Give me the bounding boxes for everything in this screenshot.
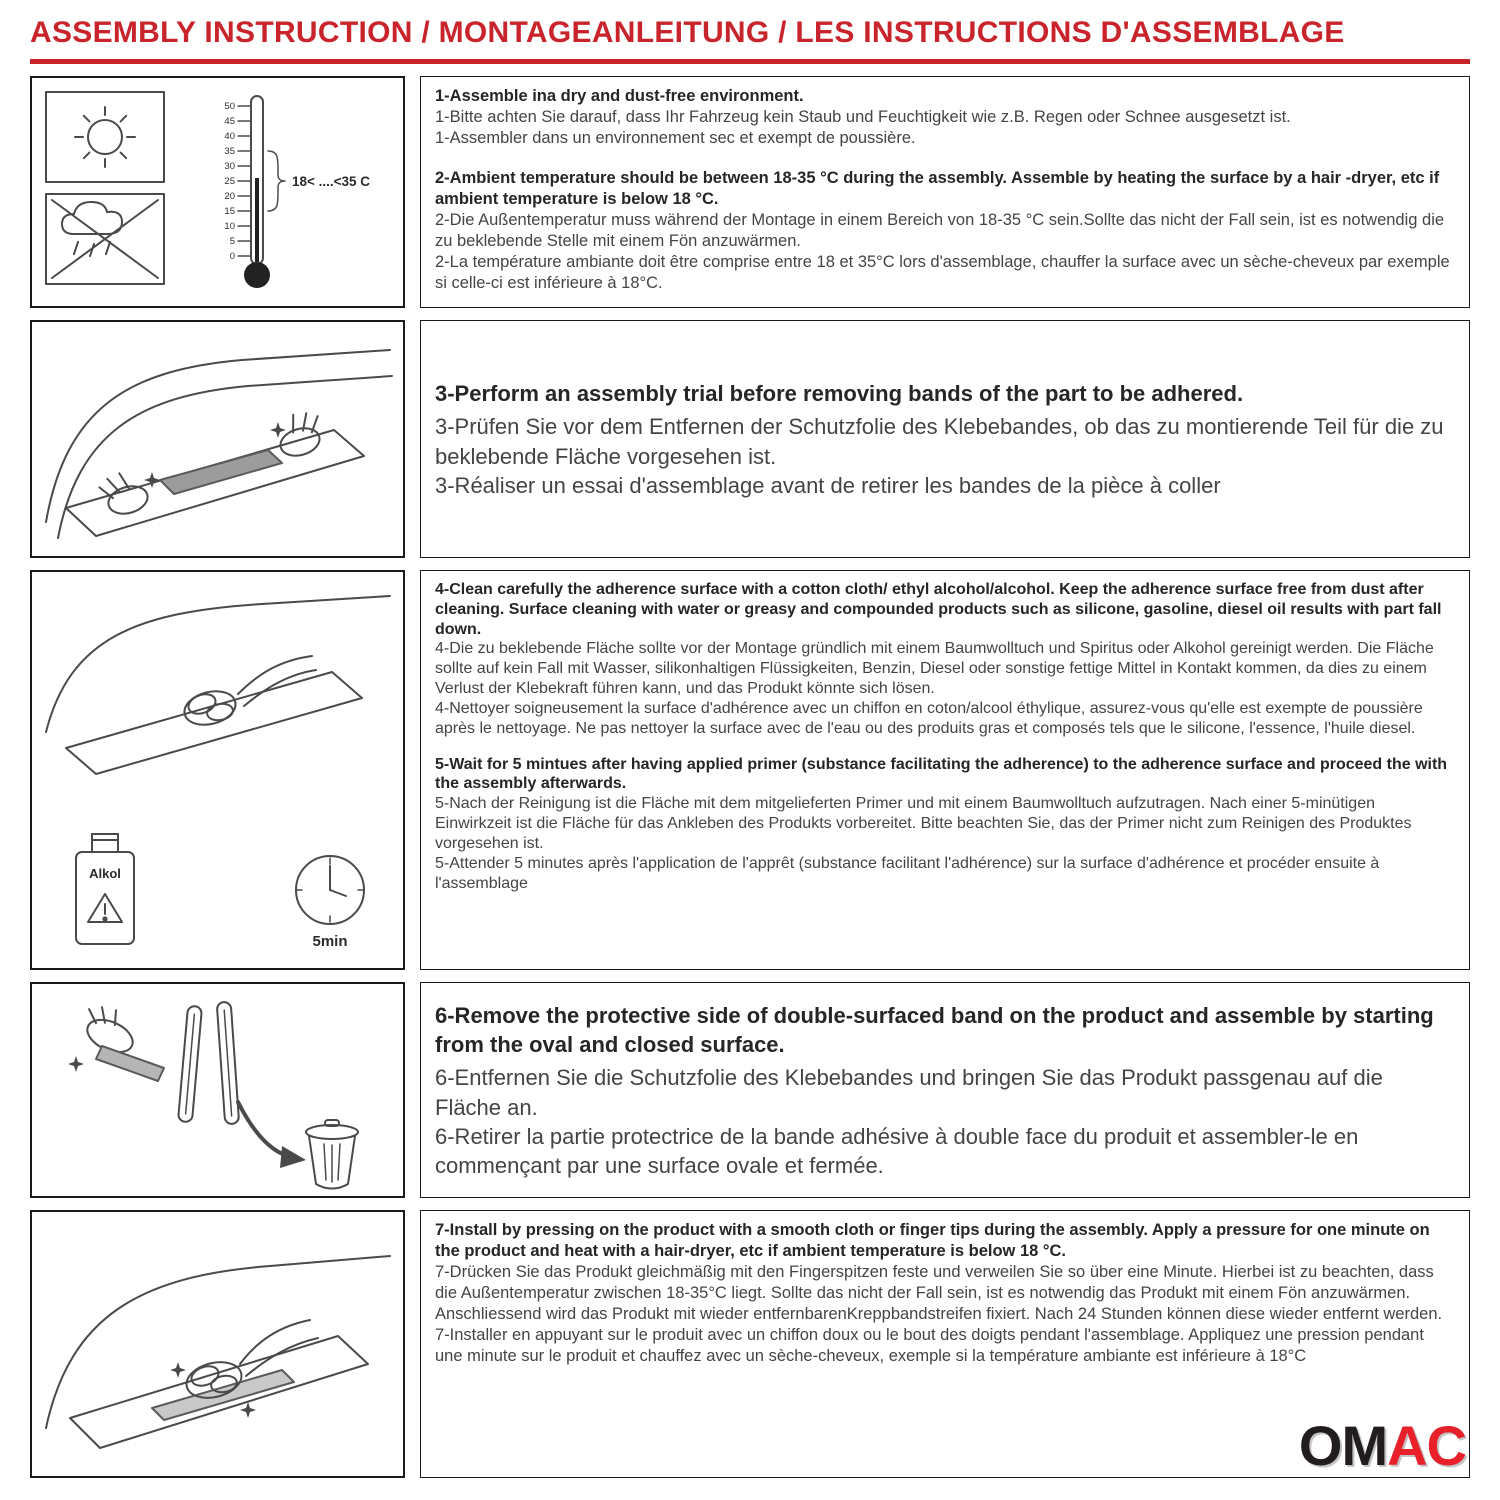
omac-logo [1298,1414,1466,1477]
omac-logo-red-part: AC [1387,1414,1466,1477]
step-1-de: 1-Bitte achten Sie darauf, dass Ihr Fahrzeug kein Staub und Feuchtigkeit wie z.B. Regen oder Schnee ausgesetzt ist. [435,107,1291,126]
assembly-trial-icon [32,322,403,556]
right-hand-icon [273,408,327,460]
illustration-press-product [30,1210,405,1478]
step-5-en: 5-Wait for 5 mintues after having applied primer (substance facilitating the adherence) to the adherence surface and proceed the with the assembly afterwards. [435,755,1448,793]
step-1-fr: 1-Assembler dans un environnement sec et exempt de poussière. [435,128,916,147]
step-7-de: 7-Drücken Sie das Produkt gleichmäßig mit den Fingerspitzen feste und verweilen Sie so über eine Minute. Hierbei ist zu beachten, dass die Außentemperatur zwischen 18-35°C liegt. Sollte das nicht der Fall sein, ist es notwendig das Produkt mit einem Fön anzuwärmen. Anschliessend wird das Produkt mit wieder entfernbarenKreppbandstreifen fixiert. Nach 24 Stunden können diese wieder entfernt werden. [435,1262,1443,1323]
step-2-en: 2-Ambient temperature should be between 18-35 °C during the assembly. Assemble by heating the surface by a hair -dryer, etc if ambient temperature is below 18 °C. [435,168,1440,208]
illustration-assembly-trial [30,320,405,558]
instruction-text-step-6 [420,982,1470,1198]
cleaning-cloth-icon [181,686,239,730]
sun-icon [75,107,135,167]
product-strip [96,1046,164,1081]
svg-text:10: 10 [224,221,235,232]
thermometer-icon [238,96,285,288]
step-5-fr: 5-Attender 5 minutes après l'application de l'apprêt (substance facilitant l'adhérence) sur la surface d'adhérence et procéder ensuite à l'assemblage [435,854,1380,892]
step-2-de: 2-Die Außentemperatur muss während der Montage in einem Bereich von 18-35 °C sein.Sollte das nicht der Fall sein, ist es notwendig die zu beklebende Stelle mit einem Fön anzuwärmen. [435,210,1445,250]
svg-text:25: 25 [224,176,235,187]
svg-text:30: 30 [224,161,235,172]
instruction-row-trial [30,320,1470,558]
illustration-remove-band [30,982,405,1198]
thermometer-scale [224,101,235,262]
svg-text:15: 15 [224,206,235,217]
wiping-hand-icon [238,656,316,706]
illustration-clean-surface [30,570,405,970]
instruction-row-environment [30,76,1470,308]
instruction-row-remove-band [30,982,1470,1198]
remove-band-icon [32,984,403,1196]
illustration-environment [30,76,405,308]
temp-range-label: 18< ....<35 C [292,174,371,189]
instruction-row-cleaning [30,570,1470,970]
door-frame-line [46,596,390,732]
step-4-en: 4-Clean carefully the adherence surface with a cotton cloth/ ethyl alcohol/alcohol. Keep the adherence surface free from dust after cleaning. Surface cleaning with water or greasy and compounded products such as silicone, gasoline, diesel oil results with part fall down. [435,581,1442,638]
protective-band-1 [178,1006,202,1123]
arrow-line [238,1102,288,1156]
page-title: ASSEMBLY INSTRUCTION / MONTAGEANLEITUNG / LES INSTRUCTIONS D'ASSEMBLAGE [30,16,1345,49]
step-2-fr: 2-La température ambiante doit être comprise entre 18 et 35°C lors d'assemblage, chauffer la surface avec un sèche-cheveux par exemple si celle-ci est inférieure à 18°C. [435,252,1450,292]
svg-text:20: 20 [224,191,235,202]
sun-box [46,92,164,182]
step-7-fr: 7-Installer en appuyant sur le produit avec un chiffon doux ou le bout des doigts pendant l'assemblage. Appliquez une pression pendant une minute sur le produit et chauffez avec un sèche-cheveux, exemple si la température ambiante est inférieure à 18°C [435,1325,1424,1365]
range-bracket [268,151,285,211]
instruction-text-steps-4-5 [420,570,1470,970]
protective-band-2 [217,1002,239,1125]
left-hand-icon [97,468,151,520]
step-5-de: 5-Nach der Reinigung ist die Fläche mit dem mitgelieferten Primer und mit einem Baumwolltuch aufzutragen. Nach einer 5-minütigen Einwirkzeit ist die Fläche für das Ankleben des Produkts vorbereitet. Bitte beachten Sie, das der Primer nicht zum Reinigen des Produktes vorgesehen ist. [435,795,1412,852]
step-7-en: 7-Install by pressing on the product with a smooth cloth or finger tips during the assembly. Apply a pressure for one minute on the product and heat with a hair-dryer, etc if ambient temperature is below 18 °C. [435,1221,1430,1260]
sparkle-icons [68,1056,84,1072]
door-inner-line [58,376,392,538]
bottle-label: Alkol [89,866,121,881]
step-6-en: 6-Remove the protective side of double-surfaced band on the product and assemble by starting from the oval and closed surface. [435,1003,1434,1058]
svg-text:0: 0 [229,251,235,262]
step-3-de: 3-Prüfen Sie vor dem Entfernen der Schutzfolie des Klebebandes, ob das zu montierende Teil für die zu beklebende Fläche vorgesehen ist. [435,414,1444,469]
step-6-de: 6-Entfernen Sie die Schutzfolie des Klebebandes und bringen Sie das Produkt passgenau auf die Fläche an. [435,1065,1383,1120]
step-3-en: 3-Perform an assembly trial before removing bands of the part to be adhered. [435,381,1244,407]
alcohol-bottle-icon [76,834,134,944]
arrow-head [280,1146,306,1168]
clock-label: 5min [312,933,348,950]
omac-logo-black-part: OM [1298,1414,1388,1477]
svg-text:50: 50 [224,101,235,112]
step-4-fr: 4-Nettoyer soigneusement la surface d'adhérence avec un chiffon en coton/alcool éthylique, assurez-vous qu'elle est exempte de poussière après le nettoyage. Ne pas nettoyer la surface avec de l'eau ou des produits gras et composés tels que le silicone, l'essence, l'huile diesel. [435,699,1423,737]
environment-temperature-icon [32,78,403,306]
svg-text:5: 5 [229,236,235,247]
no-symbol-icon [52,200,158,278]
svg-text:40: 40 [224,131,235,142]
clean-surface-icon [32,572,403,968]
title-underline [30,59,1470,64]
instruction-row-press [30,1210,1470,1478]
svg-text:45: 45 [224,116,235,127]
sill-trim-strip [160,450,282,494]
step-4-de: 4-Die zu beklebende Fläche sollte vor der Montage gründlich mit einem Baumwolltuch und Spiritus oder Alkohol gereinigt werden. Die Fläche sollte auf kein Fall mit Wasser, silikonhaltigen Flüssigkeiten, Benzin, Diesel oder sonstige fettige Mittel in Kontakt kommen, da dies zu einem Verlust der Klebekraft führen kann, und das Produkt könnte sich lösen. [435,640,1434,698]
door-frame-line [46,350,390,522]
instruction-text-step-3 [420,320,1470,558]
pressing-hand-icon [240,1320,318,1376]
trash-can-icon [306,1120,358,1189]
thermometer-ticks [238,106,251,256]
press-product-icon [32,1212,403,1476]
step-1-en: 1-Assemble ina dry and dust-free environment. [435,87,804,105]
step-6-fr: 6-Retirer la partie protectrice de la bande adhésive à double face du produit et assembler-le en commençant par une surface ovale et fermée. [435,1123,1359,1178]
page-header [30,16,1470,64]
svg-text:35: 35 [224,146,235,157]
clock-icon [296,856,364,924]
instruction-text-steps-1-2 [420,76,1470,308]
step-3-fr: 3-Réaliser un essai d'assemblage avant de retirer les bandes de la pièce à coller [435,472,1221,498]
